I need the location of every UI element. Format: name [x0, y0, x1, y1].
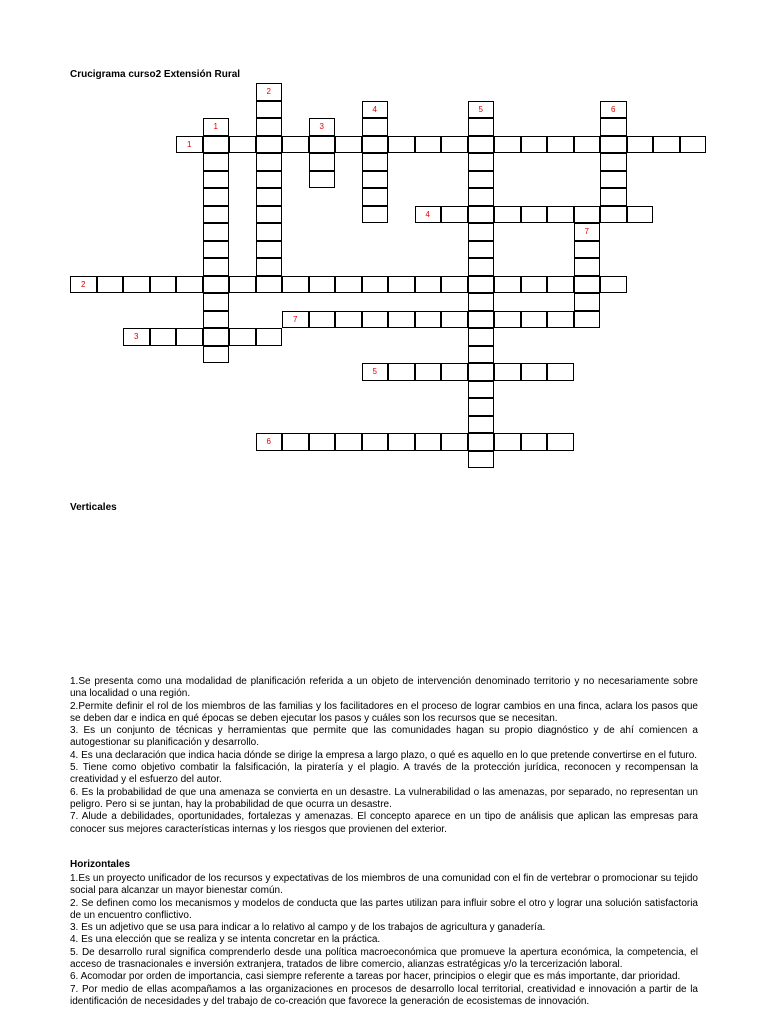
- crossword-cell-v5-6[interactable]: [468, 206, 495, 224]
- crossword-cell-v4-6[interactable]: [362, 206, 389, 224]
- crossword-cell-h4-3[interactable]: [494, 206, 521, 224]
- crossword-cell-v5-7[interactable]: [468, 223, 495, 241]
- crossword-cell-h6-3[interactable]: [335, 433, 362, 451]
- crossword-cell-v1-2[interactable]: [203, 153, 230, 171]
- crossword-cell-v1-1[interactable]: [203, 136, 230, 154]
- clue-number-v5: 5: [468, 101, 495, 119]
- crossword-cell-v1-9[interactable]: [203, 276, 230, 294]
- crossword-cell-h7-5[interactable]: [415, 311, 442, 329]
- crossword-cell-v5-9[interactable]: [468, 258, 495, 276]
- clue-number-h3: 3: [123, 328, 150, 346]
- crossword-cell-h7-1[interactable]: [309, 311, 336, 329]
- crossword-cell-v5-5[interactable]: [468, 188, 495, 206]
- crossword-cell-v5-15[interactable]: [468, 363, 495, 381]
- crossword-cell-h1-10[interactable]: [441, 136, 468, 154]
- crossword-cell-h5-3[interactable]: [441, 363, 468, 381]
- crossword-cell-h2-13[interactable]: [415, 276, 442, 294]
- crossword-cell-h4-4[interactable]: [521, 206, 548, 224]
- crossword-cell-h1-15[interactable]: [574, 136, 601, 154]
- crossword-cell-h6-4[interactable]: [362, 433, 389, 451]
- crossword-cell-v2-6[interactable]: [256, 188, 283, 206]
- clue-number-h6: 6: [256, 433, 283, 451]
- crossword-cell-h2-10[interactable]: [335, 276, 362, 294]
- verticales-heading: Verticales: [70, 502, 117, 513]
- crossword-cell-h1-14[interactable]: [547, 136, 574, 154]
- crossword-cell-v5-18[interactable]: [468, 416, 495, 434]
- crossword-cell-v2-1[interactable]: [256, 101, 283, 119]
- crossword-cell-h2-8[interactable]: [282, 276, 309, 294]
- horizontales-heading: Horizontales: [70, 859, 131, 870]
- crossword-cell-v2-8[interactable]: [256, 223, 283, 241]
- crossword-cell-v2-9[interactable]: [256, 241, 283, 259]
- crossword-cell-h1-19[interactable]: [680, 136, 707, 154]
- vertical-clue-4: 4. Es una declaración que indica hacia dónde se dirige la empresa a largo plazo, o qué es aquello en lo que pretende convertirse en el futuro.: [70, 749, 698, 761]
- crossword-cell-v5-8[interactable]: [468, 241, 495, 259]
- vertical-clue-6: 6. Es la probabilidad de que una amenaza se convierta en un desastre. La vulnerabilidad o las amenazas, por separado, no representan un peligro. Pero si se juntan, hay la probabilidad de que ocurra un desastre.: [70, 786, 698, 810]
- crossword-cell-v4-2[interactable]: [362, 136, 389, 154]
- crossword-cell-h2-18[interactable]: [547, 276, 574, 294]
- horizontal-clue-2: 2. Se definen como los mecanismos y modelos de conducta que las partes utilizan para influir sobre el otro y lograr una solución satisfactoria de un encuentro conflictivo.: [70, 897, 698, 921]
- crossword-cell-h2-2[interactable]: [123, 276, 150, 294]
- horizontal-clue-6: 6. Acomodar por orden de importancia, casi siempre referente a tareas por hacer, principios o elegir que es más importante, dar prioridad.: [70, 971, 681, 983]
- crossword-cell-v5-10[interactable]: [468, 276, 495, 294]
- crossword-cell-h3-2[interactable]: [176, 328, 203, 346]
- crossword-cell-v6-3[interactable]: [600, 153, 627, 171]
- crossword-cell-v3-3[interactable]: [309, 171, 336, 189]
- crossword-cell-h7-6[interactable]: [441, 311, 468, 329]
- crossword-cell-v4-4[interactable]: [362, 171, 389, 189]
- crossword-cell-v6-5[interactable]: [600, 188, 627, 206]
- crossword-cell-h6-2[interactable]: [309, 433, 336, 451]
- crossword-cell-v1-12[interactable]: [203, 328, 230, 346]
- crossword-cell-h1-8[interactable]: [388, 136, 415, 154]
- clue-number-h7: 7: [282, 311, 309, 329]
- crossword-cell-h2-11[interactable]: [362, 276, 389, 294]
- clue-number-v6: 6: [600, 101, 627, 119]
- clue-number-v4: 4: [362, 101, 389, 119]
- horizontal-clue-7: 7. Por medio de ellas acompañamos a las organizaciones en procesos de desarrollo local territorial, creatividad e innovación a partir de la identificación de necesidades y del trabajo de co-creación que favorece la generación de ecosistemas de innovación.: [70, 983, 698, 1007]
- crossword-cell-v5-12[interactable]: [468, 311, 495, 329]
- clue-number-v3: 3: [309, 118, 336, 136]
- vertical-clue-7: 7. Alude a debilidades, oportunidades, fortalezas y amenazas. El concepto aparece en un tipo de análisis que aplican las empresas para conocer sus mejores características internas y los riesgos que provienen del exterior.: [70, 811, 698, 835]
- crossword-cell-v6-4[interactable]: [600, 171, 627, 189]
- clue-number-h2: 2: [70, 276, 97, 294]
- crossword-cell-h2-20[interactable]: [600, 276, 627, 294]
- crossword-cell-v5-1[interactable]: [468, 118, 495, 136]
- crossword-cell-v2-4[interactable]: [256, 153, 283, 171]
- crossword-cell-h5-2[interactable]: [415, 363, 442, 381]
- verticales-clues: [70, 676, 698, 836]
- horizontal-clue-3: 3. Es un adjetivo que se usa para indicar a lo relativo al campo y de los trabajos de agricultura y ganadería.: [70, 922, 546, 934]
- crossword-cell-v7-2[interactable]: [574, 258, 601, 276]
- crossword-cell-h5-7[interactable]: [547, 363, 574, 381]
- crossword-cell-h3-5[interactable]: [256, 328, 283, 346]
- crossword-cell-v4-3[interactable]: [362, 153, 389, 171]
- crossword-cell-h7-11[interactable]: [574, 311, 601, 329]
- crossword-cell-h4-1[interactable]: [441, 206, 468, 224]
- vertical-clue-1: 1.Se presenta como una modalidad de planificación referida a un objeto de intervención denominado territorio y no necesariamente sobre una localidad o una región.: [70, 676, 698, 700]
- crossword-cell-h7-9[interactable]: [521, 311, 548, 329]
- clue-number-v2: 2: [256, 83, 283, 101]
- crossword-cell-h2-9[interactable]: [309, 276, 336, 294]
- crossword-cell-v6-6[interactable]: [600, 206, 627, 224]
- crossword-cell-h6-1[interactable]: [282, 433, 309, 451]
- horizontal-clue-4: 4. Es una elección que se realiza y se intenta concretar en la práctica.: [70, 934, 381, 946]
- crossword-cell-v5-13[interactable]: [468, 328, 495, 346]
- crossword-cell-h1-9[interactable]: [415, 136, 442, 154]
- crossword-cell-v5-11[interactable]: [468, 293, 495, 311]
- crossword-cell-v3-2[interactable]: [309, 153, 336, 171]
- crossword-cell-v5-3[interactable]: [468, 153, 495, 171]
- crossword-cell-h2-1[interactable]: [97, 276, 124, 294]
- crossword-cell-v7-4[interactable]: [574, 293, 601, 311]
- crossword-cell-h3-1[interactable]: [150, 328, 177, 346]
- crossword-cell-h2-6[interactable]: [229, 276, 256, 294]
- crossword-cell-h4-6[interactable]: [574, 206, 601, 224]
- crossword-cell-v1-6[interactable]: [203, 223, 230, 241]
- crossword-cell-v2-5[interactable]: [256, 171, 283, 189]
- crossword-cell-v5-4[interactable]: [468, 171, 495, 189]
- crossword-cell-h1-6[interactable]: [335, 136, 362, 154]
- crossword-cell-h7-3[interactable]: [362, 311, 389, 329]
- crossword-cell-h7-4[interactable]: [388, 311, 415, 329]
- crossword-cell-h2-14[interactable]: [441, 276, 468, 294]
- horizontales-clues: [70, 873, 698, 1008]
- crossword-cell-h2-4[interactable]: [176, 276, 203, 294]
- crossword-cell-v1-5[interactable]: [203, 206, 230, 224]
- crossword-cell-h4-5[interactable]: [547, 206, 574, 224]
- clue-number-v7: 7: [574, 223, 601, 241]
- crossword-cell-v5-20[interactable]: [468, 451, 495, 469]
- crossword-cell-v5-14[interactable]: [468, 346, 495, 364]
- crossword-cell-h1-2[interactable]: [229, 136, 256, 154]
- crossword-cell-h1-4[interactable]: [282, 136, 309, 154]
- crossword-cell-h2-12[interactable]: [388, 276, 415, 294]
- crossword-cell-h3-4[interactable]: [229, 328, 256, 346]
- horizontal-clue-1: 1.Es un proyecto unificador de los recursos y expectativas de los miembros de una comunidad con el fin de vertebrar o promocionar su tejido social para alcanzar un mayor bienestar común.: [70, 873, 698, 897]
- crossword-cell-v4-1[interactable]: [362, 118, 389, 136]
- crossword-cell-h7-8[interactable]: [494, 311, 521, 329]
- crossword-cell-v2-7[interactable]: [256, 206, 283, 224]
- crossword-cell-h4-8[interactable]: [627, 206, 654, 224]
- crossword-cell-v5-16[interactable]: [468, 381, 495, 399]
- crossword-cell-h6-10[interactable]: [521, 433, 548, 451]
- crossword-cell-h5-5[interactable]: [494, 363, 521, 381]
- crossword-cell-v6-1[interactable]: [600, 118, 627, 136]
- crossword-cell-h5-1[interactable]: [388, 363, 415, 381]
- clue-number-v1: 1: [203, 118, 230, 136]
- crossword-cell-v7-1[interactable]: [574, 241, 601, 259]
- crossword-cell-v1-11[interactable]: [203, 311, 230, 329]
- crossword-grid: [0, 0, 768, 470]
- crossword-cell-h2-16[interactable]: [494, 276, 521, 294]
- crossword-cell-v1-7[interactable]: [203, 241, 230, 259]
- clue-number-h4: 4: [415, 206, 442, 224]
- crossword-cell-h1-17[interactable]: [627, 136, 654, 154]
- crossword-cell-h6-11[interactable]: [547, 433, 574, 451]
- crossword-cell-v1-3[interactable]: [203, 171, 230, 189]
- clue-number-h5: 5: [362, 363, 389, 381]
- crossword-cell-v2-2[interactable]: [256, 118, 283, 136]
- crossword-cell-v5-17[interactable]: [468, 398, 495, 416]
- crossword-cell-v2-3[interactable]: [256, 136, 283, 154]
- vertical-clue-3: 3. Es un conjunto de técnicas y herramientas que permite que las comunidades hagan su propio diagnóstico y de ahí comiencen a autogestionar su planificación y desarrollo.: [70, 725, 698, 749]
- crossword-cell-h6-6[interactable]: [415, 433, 442, 451]
- crossword-cell-h1-12[interactable]: [494, 136, 521, 154]
- crossword-cell-h5-6[interactable]: [521, 363, 548, 381]
- crossword-cell-h1-18[interactable]: [653, 136, 680, 154]
- crossword-cell-v4-5[interactable]: [362, 188, 389, 206]
- crossword-cell-v6-2[interactable]: [600, 136, 627, 154]
- horizontal-clue-5: 5. De desarrollo rural significa comprenderlo desde una política macroeconómica que promueve la apertura económica, la competencia, el acceso de trasnacionales e inversión extranjera, tratados de libre comercio, alianzas estratégicas y/o la tercerización laboral.: [70, 946, 698, 971]
- clue-number-h1: 1: [176, 136, 203, 154]
- crossword-cell-h2-3[interactable]: [150, 276, 177, 294]
- crossword-cell-h2-17[interactable]: [521, 276, 548, 294]
- crossword-cell-h2-7[interactable]: [256, 276, 283, 294]
- crossword-cell-h1-13[interactable]: [521, 136, 548, 154]
- crossword-cell-v3-1[interactable]: [309, 136, 336, 154]
- crossword-cell-h6-7[interactable]: [441, 433, 468, 451]
- crossword-cell-v2-10[interactable]: [256, 258, 283, 276]
- crossword-cell-h6-9[interactable]: [494, 433, 521, 451]
- crossword-cell-h6-5[interactable]: [388, 433, 415, 451]
- crossword-cell-v1-13[interactable]: [203, 346, 230, 364]
- crossword-cell-v5-2[interactable]: [468, 136, 495, 154]
- crossword-cell-v7-3[interactable]: [574, 276, 601, 294]
- vertical-clue-2: 2.Permite definir el rol de los miembros de las familias y los facilitadores en el proceso de lograr cambios en una finca, aclara los pasos que se deben dar e indica en qué épocas se deben ejecutar los pasos y cuáles son los recursos que se necesitan.: [70, 700, 698, 724]
- crossword-cell-v1-4[interactable]: [203, 188, 230, 206]
- crossword-cell-h7-10[interactable]: [547, 311, 574, 329]
- crossword-cell-v1-10[interactable]: [203, 293, 230, 311]
- crossword-cell-h7-2[interactable]: [335, 311, 362, 329]
- page-title: Crucigrama curso2 Extensión Rural: [70, 69, 241, 80]
- crossword-cell-v5-19[interactable]: [468, 433, 495, 451]
- crossword-cell-v1-8[interactable]: [203, 258, 230, 276]
- vertical-clue-5: 5. Tiene como objetivo combatir la falsificación, la piratería y el plagio. A través de la protección jurídica, reconocen y recompensan la creatividad y el esfuerzo del autor.: [70, 762, 698, 786]
